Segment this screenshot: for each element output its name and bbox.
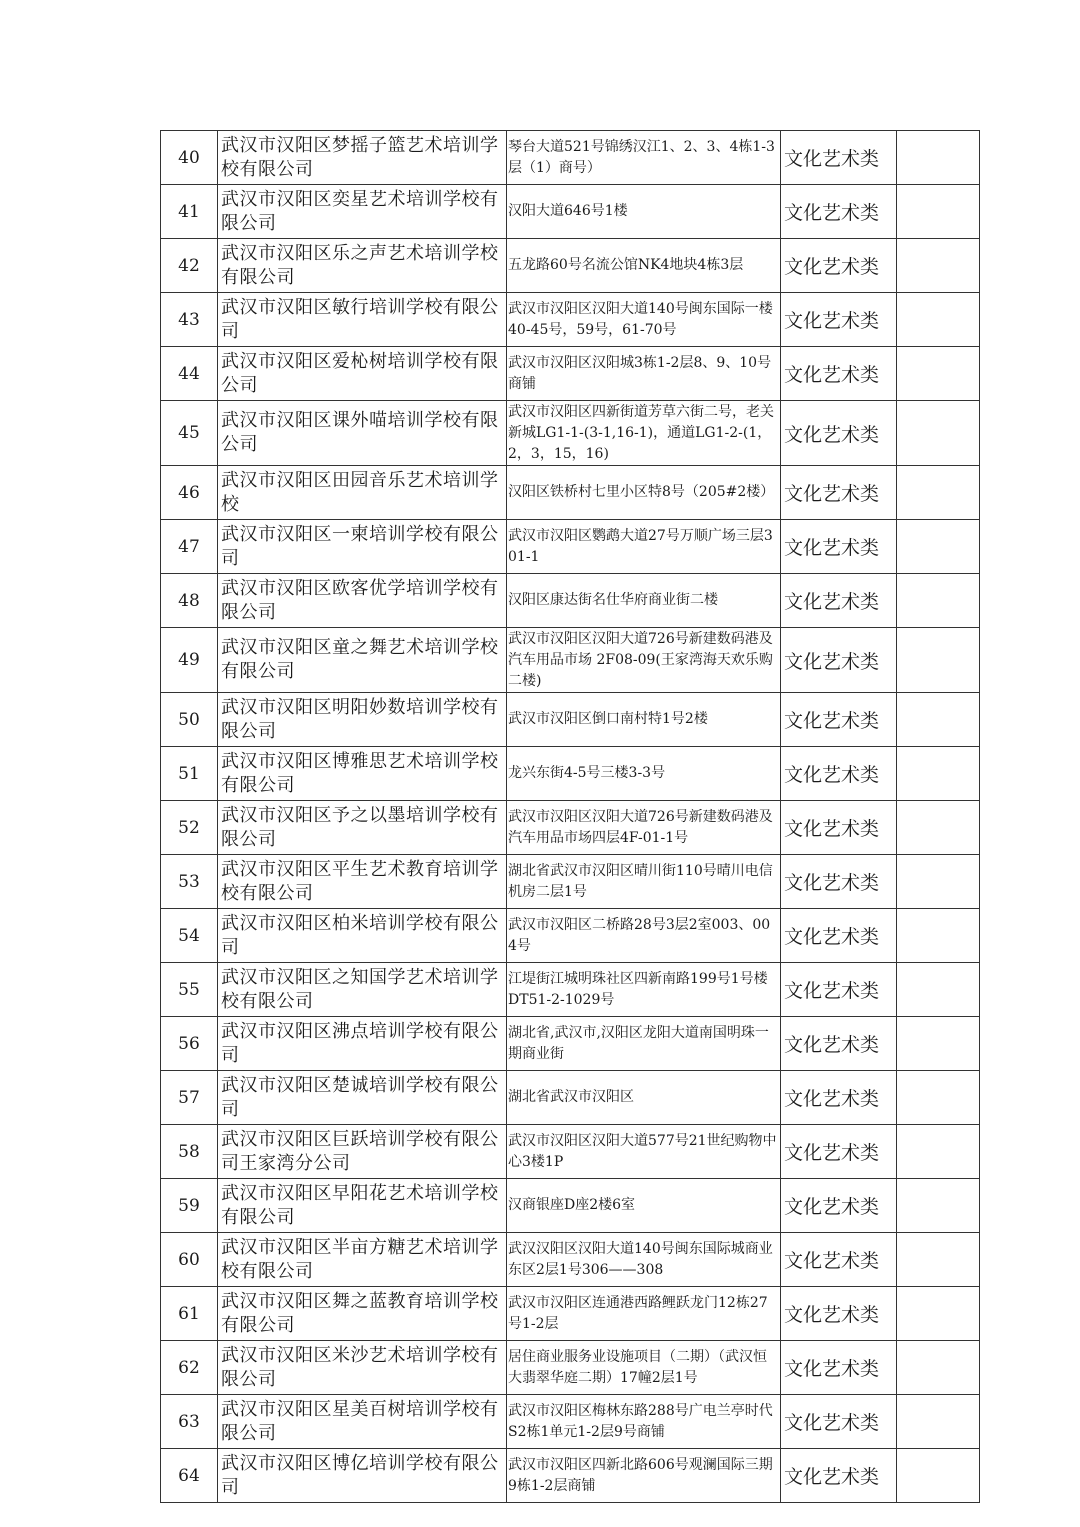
school-name: 武汉市汉阳区梦摇子篮艺术培训学校有限公司 <box>218 131 507 185</box>
school-address: 武汉市汉阳区四新北路606号观澜国际三期9栋1-2层商铺 <box>507 1449 781 1503</box>
school-category: 文化艺术类 <box>781 801 897 855</box>
row-number: 55 <box>161 963 218 1017</box>
row-number: 59 <box>161 1179 218 1233</box>
school-category: 文化艺术类 <box>781 855 897 909</box>
row-number: 60 <box>161 1233 218 1287</box>
school-name: 武汉市汉阳区童之舞艺术培训学校有限公司 <box>218 628 507 693</box>
school-name: 武汉市汉阳区米沙艺术培训学校有限公司 <box>218 1341 507 1395</box>
school-address: 武汉市汉阳区四新街道芳草六街二号，老关新城LG1-1-(3-1,16-1)，通道LG1-2-(1，2，3，15，16) <box>507 401 781 466</box>
school-address: 武汉市汉阳区梅林东路288号广电兰亭时代S2栋1单元1-2层9号商铺 <box>507 1395 781 1449</box>
school-address: 汉商银座D座2楼6室 <box>507 1179 781 1233</box>
row-number: 40 <box>161 131 218 185</box>
school-category: 文化艺术类 <box>781 239 897 293</box>
row-number: 50 <box>161 693 218 747</box>
school-list-table <box>160 130 980 1503</box>
school-name: 武汉市汉阳区一柬培训学校有限公司 <box>218 520 507 574</box>
school-category: 文化艺术类 <box>781 963 897 1017</box>
row-number: 64 <box>161 1449 218 1503</box>
school-name: 武汉市汉阳区田园音乐艺术培训学校 <box>218 466 507 520</box>
remarks-cell <box>897 628 980 693</box>
school-category: 文化艺术类 <box>781 1395 897 1449</box>
remarks-cell <box>897 801 980 855</box>
school-category: 文化艺术类 <box>781 293 897 347</box>
table-row <box>161 401 980 466</box>
row-number: 62 <box>161 1341 218 1395</box>
school-address: 汉阳区铁桥村七里小区特8号（205#2楼） <box>507 466 781 520</box>
row-number: 44 <box>161 347 218 401</box>
remarks-cell <box>897 574 980 628</box>
table-row <box>161 131 980 185</box>
remarks-cell <box>897 963 980 1017</box>
school-address: 汉阳区康达街名仕华府商业街二楼 <box>507 574 781 628</box>
school-name: 武汉市汉阳区欧客优学培训学校有限公司 <box>218 574 507 628</box>
row-number: 54 <box>161 909 218 963</box>
row-number: 57 <box>161 1071 218 1125</box>
remarks-cell <box>897 131 980 185</box>
row-number: 52 <box>161 801 218 855</box>
table-row <box>161 293 980 347</box>
remarks-cell <box>897 855 980 909</box>
school-name: 武汉市汉阳区早阳花艺术培训学校有限公司 <box>218 1179 507 1233</box>
school-address: 龙兴东街4-5号三楼3-3号 <box>507 747 781 801</box>
school-address: 武汉市汉阳区连通港西路鲤跃龙门12栋27号1-2层 <box>507 1287 781 1341</box>
school-address: 武汉市汉阳区汉阳大道140号闽东国际一楼40-45号，59号，61-70号 <box>507 293 781 347</box>
school-address: 汉阳大道646号1楼 <box>507 185 781 239</box>
school-name: 武汉市汉阳区敏行培训学校有限公司 <box>218 293 507 347</box>
school-address: 湖北省武汉市汉阳区晴川街110号晴川电信机房二层1号 <box>507 855 781 909</box>
row-number: 51 <box>161 747 218 801</box>
row-number: 53 <box>161 855 218 909</box>
school-name: 武汉市汉阳区舞之蓝教育培训学校有限公司 <box>218 1287 507 1341</box>
table-row <box>161 1071 980 1125</box>
school-category: 文化艺术类 <box>781 747 897 801</box>
remarks-cell <box>897 1125 980 1179</box>
remarks-cell <box>897 1017 980 1071</box>
school-address: 五龙路60号名流公馆NK4地块4栋3层 <box>507 239 781 293</box>
school-category: 文化艺术类 <box>781 347 897 401</box>
remarks-cell <box>897 909 980 963</box>
school-address: 武汉市汉阳区汉阳大道726号新建数码港及汽车用品市场 2F08-09(王家湾海天欢乐购二楼) <box>507 628 781 693</box>
school-name: 武汉市汉阳区爱杺树培训学校有限公司 <box>218 347 507 401</box>
table-row <box>161 963 980 1017</box>
school-name: 武汉市汉阳区明阳妙数培训学校有限公司 <box>218 693 507 747</box>
school-address: 琴台大道521号锦绣汉江1、2、3、4栋1-3层（1）商号） <box>507 131 781 185</box>
school-name: 武汉市汉阳区平生艺术教育培训学校有限公司 <box>218 855 507 909</box>
remarks-cell <box>897 520 980 574</box>
row-number: 49 <box>161 628 218 693</box>
row-number: 46 <box>161 466 218 520</box>
table-row <box>161 693 980 747</box>
table-row <box>161 574 980 628</box>
row-number: 45 <box>161 401 218 466</box>
school-name: 武汉市汉阳区巨跃培训学校有限公司王家湾分公司 <box>218 1125 507 1179</box>
school-name: 武汉市汉阳区奕星艺术培训学校有限公司 <box>218 185 507 239</box>
remarks-cell <box>897 347 980 401</box>
remarks-cell <box>897 1341 980 1395</box>
table-row <box>161 1017 980 1071</box>
table-row <box>161 909 980 963</box>
school-category: 文化艺术类 <box>781 1287 897 1341</box>
row-number: 61 <box>161 1287 218 1341</box>
table-row <box>161 466 980 520</box>
remarks-cell <box>897 401 980 466</box>
school-address: 武汉市汉阳区汉阳城3栋1-2层8、9、10号商铺 <box>507 347 781 401</box>
school-address: 湖北省,武汉市,汉阳区龙阳大道南国明珠一期商业街 <box>507 1017 781 1071</box>
school-category: 文化艺术类 <box>781 1449 897 1503</box>
school-category: 文化艺术类 <box>781 1017 897 1071</box>
remarks-cell <box>897 693 980 747</box>
row-number: 42 <box>161 239 218 293</box>
school-address: 武汉市汉阳区汉阳大道726号新建数码港及汽车用品市场四层4F-01-1号 <box>507 801 781 855</box>
school-name: 武汉市汉阳区博亿培训学校有限公司 <box>218 1449 507 1503</box>
table-row <box>161 1179 980 1233</box>
row-number: 56 <box>161 1017 218 1071</box>
table-row <box>161 1125 980 1179</box>
table-row <box>161 347 980 401</box>
school-category: 文化艺术类 <box>781 1179 897 1233</box>
table-row <box>161 239 980 293</box>
school-category: 文化艺术类 <box>781 131 897 185</box>
school-name: 武汉市汉阳区半亩方糖艺术培训学校有限公司 <box>218 1233 507 1287</box>
table-row <box>161 520 980 574</box>
row-number: 48 <box>161 574 218 628</box>
school-name: 武汉市汉阳区课外喵培训学校有限公司 <box>218 401 507 466</box>
row-number: 63 <box>161 1395 218 1449</box>
table-row <box>161 855 980 909</box>
row-number: 58 <box>161 1125 218 1179</box>
school-name: 武汉市汉阳区博雅思艺术培训学校有限公司 <box>218 747 507 801</box>
school-name: 武汉市汉阳区予之以墨培训学校有限公司 <box>218 801 507 855</box>
row-number: 47 <box>161 520 218 574</box>
school-category: 文化艺术类 <box>781 1071 897 1125</box>
remarks-cell <box>897 1071 980 1125</box>
remarks-cell <box>897 1287 980 1341</box>
school-address: 武汉汉阳区汉阳大道140号闽东国际城商业东区2层1号306——308 <box>507 1233 781 1287</box>
remarks-cell <box>897 239 980 293</box>
remarks-cell <box>897 466 980 520</box>
school-address: 武汉市汉阳区倒口南村特1号2楼 <box>507 693 781 747</box>
school-category: 文化艺术类 <box>781 693 897 747</box>
school-address: 武汉市汉阳区二桥路28号3层2室003、004号 <box>507 909 781 963</box>
remarks-cell <box>897 293 980 347</box>
school-address: 湖北省武汉市汉阳区 <box>507 1071 781 1125</box>
school-name: 武汉市汉阳区柏米培训学校有限公司 <box>218 909 507 963</box>
table-row <box>161 1395 980 1449</box>
school-name: 武汉市汉阳区乐之声艺术培训学校有限公司 <box>218 239 507 293</box>
school-address: 武汉市汉阳区汉阳大道577号21世纪购物中心3楼1P <box>507 1125 781 1179</box>
school-category: 文化艺术类 <box>781 1341 897 1395</box>
table-row <box>161 801 980 855</box>
school-category: 文化艺术类 <box>781 1233 897 1287</box>
school-address: 武汉市汉阳区鹦鹉大道27号万顺广场三层301-1 <box>507 520 781 574</box>
school-name: 武汉市汉阳区之知国学艺术培训学校有限公司 <box>218 963 507 1017</box>
remarks-cell <box>897 1179 980 1233</box>
table-row <box>161 628 980 693</box>
remarks-cell <box>897 1233 980 1287</box>
school-address: 居住商业服务业设施项目（二期）（武汉恒大翡翠华庭二期）17幢2层1号 <box>507 1341 781 1395</box>
school-category: 文化艺术类 <box>781 909 897 963</box>
school-name: 武汉市汉阳区楚诚培训学校有限公司 <box>218 1071 507 1125</box>
table-row <box>161 1341 980 1395</box>
row-number: 41 <box>161 185 218 239</box>
remarks-cell <box>897 1449 980 1503</box>
remarks-cell <box>897 185 980 239</box>
school-name: 武汉市汉阳区沸点培训学校有限公司 <box>218 1017 507 1071</box>
remarks-cell <box>897 747 980 801</box>
row-number: 43 <box>161 293 218 347</box>
table-body <box>161 131 980 1503</box>
school-category: 文化艺术类 <box>781 185 897 239</box>
table-row <box>161 1287 980 1341</box>
school-category: 文化艺术类 <box>781 574 897 628</box>
table-row <box>161 1449 980 1503</box>
school-address: 江堤街江城明珠社区四新南路199号1号楼DT51-2-1029号 <box>507 963 781 1017</box>
table-row <box>161 747 980 801</box>
table-row <box>161 1233 980 1287</box>
school-category: 文化艺术类 <box>781 1125 897 1179</box>
school-category: 文化艺术类 <box>781 628 897 693</box>
school-category: 文化艺术类 <box>781 466 897 520</box>
school-name: 武汉市汉阳区星美百树培训学校有限公司 <box>218 1395 507 1449</box>
school-category: 文化艺术类 <box>781 401 897 466</box>
school-category: 文化艺术类 <box>781 520 897 574</box>
table-row <box>161 185 980 239</box>
remarks-cell <box>897 1395 980 1449</box>
